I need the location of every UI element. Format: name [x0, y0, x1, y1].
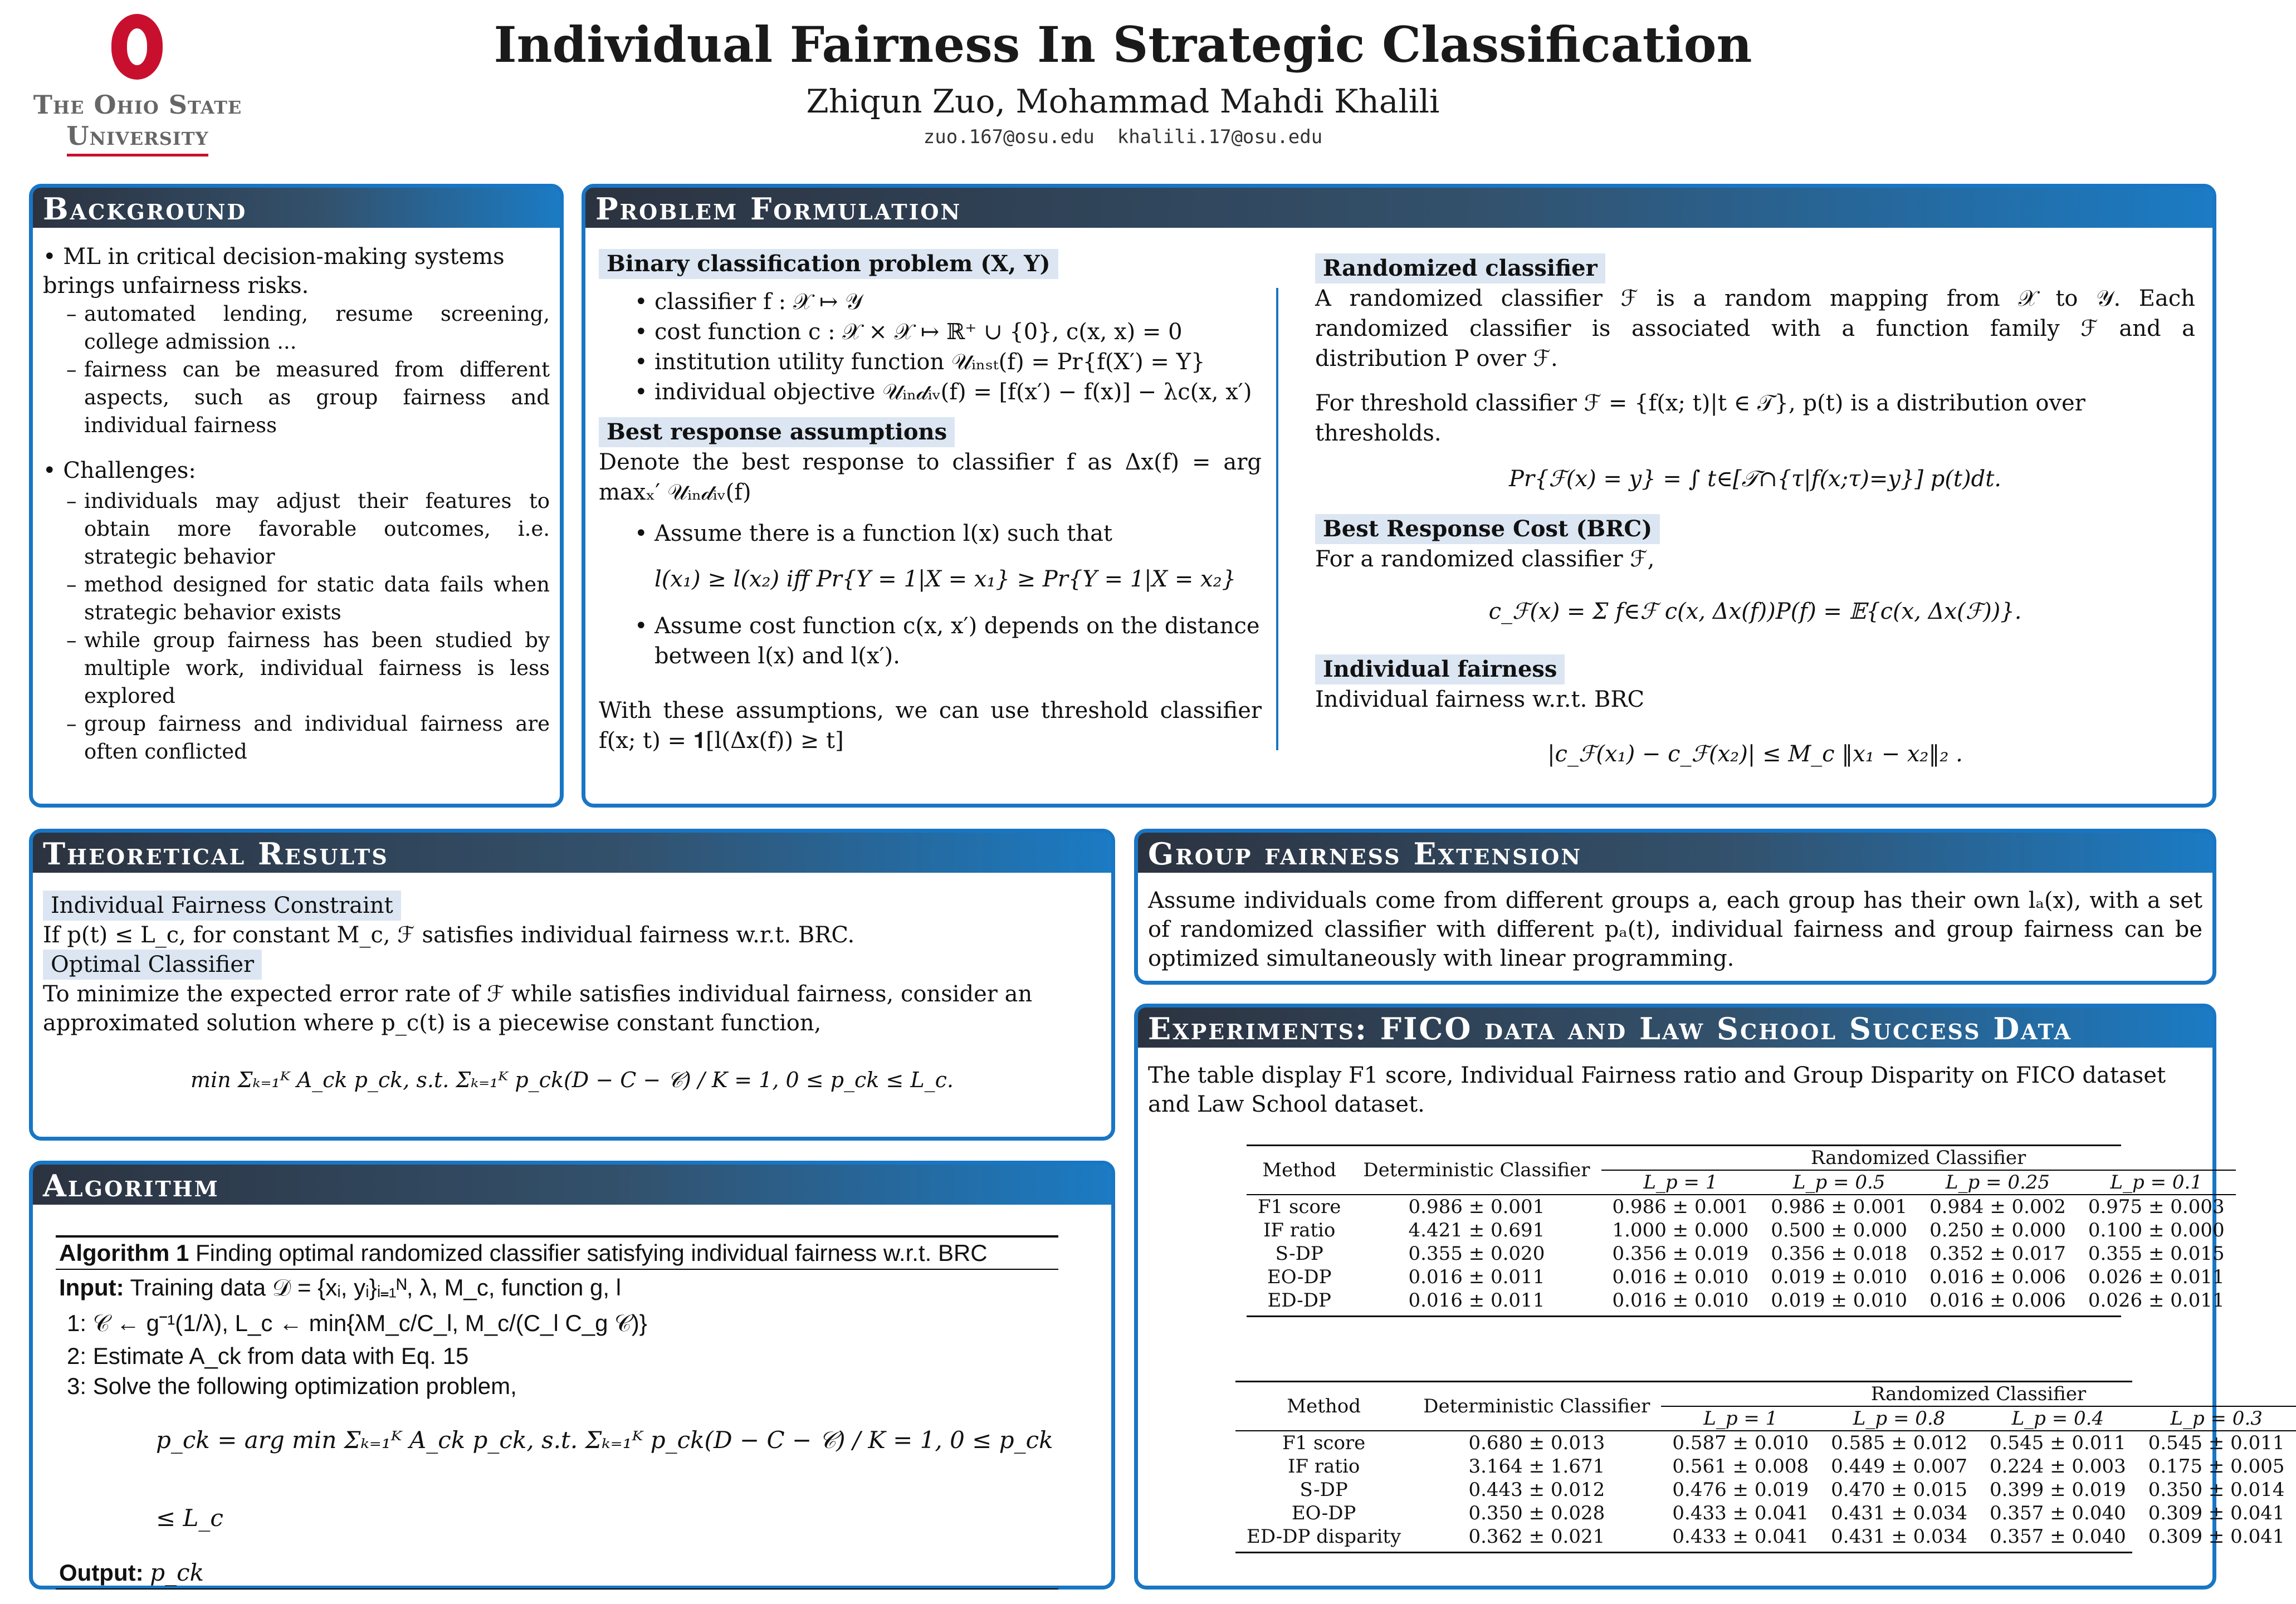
table-header-det: Deterministic Classifier [1423, 1395, 1650, 1417]
problem-heading: Problem Formulation [585, 188, 2212, 228]
theory-panel [29, 829, 1115, 1141]
list-item: – while group fairness has been studied by multiple work, individual fairness is less explored [43, 627, 550, 710]
best-response-list-2 [599, 611, 1262, 671]
optimal-title: Optimal Classifier [43, 950, 262, 980]
table-header-lp: L_p = 1 [1643, 1171, 1718, 1194]
background-bullet1: • ML in critical decision-making systems brings unfairness risks. [43, 244, 505, 299]
randomized-equation: Pr{ℱ(x) = y} = ∫ t∈[𝒯∩{τ|f(x;τ)=y}] p(t)dt. [1508, 466, 2002, 492]
table-cell: 0.019 ± 0.010 [1771, 1289, 1908, 1312]
table-cell: 0.350 ± 0.014 [2148, 1479, 2285, 1501]
table-cell: 1.000 ± 0.000 [1612, 1219, 1749, 1241]
algorithm-input: Input: Training data 𝒟 = {xᵢ, yᵢ}ᵢ₌₁ᴺ, λ, M_c, function g, l [59, 1274, 622, 1300]
table-cell: 0.561 ± 0.008 [1672, 1455, 1809, 1478]
algorithm-output: Output: p_ck [59, 1559, 204, 1586]
table-header-det: Deterministic Classifier [1363, 1159, 1590, 1181]
table-row [1235, 1478, 2296, 1502]
best-response-equation: l(x₁) ≥ l(x₂) iff Pr{Y = 1|X = x₁} ≥ Pr{Y = 1|X = x₂} [654, 566, 1237, 592]
table-header-row [1247, 1146, 2236, 1170]
table-header-lp: L_p = 0.5 [1792, 1171, 1885, 1194]
table-cell: IF ratio [1287, 1455, 1360, 1478]
threshold-family-text: For threshold classifier ℱ = {f(x; t)|t ∈ 𝒯}, p(t) is a distribution over thresholds. [1315, 390, 2085, 446]
law-table-bottom-rule [1235, 1552, 2132, 1553]
table-cell: 3.164 ± 1.671 [1468, 1455, 1605, 1478]
table-cell: 0.100 ± 0.000 [2088, 1219, 2225, 1241]
poster-emails: zuo.167@osu.edu khalili.17@osu.edu [923, 126, 1323, 148]
table-cell: EO-DP [1267, 1266, 1332, 1288]
table-cell: 0.443 ± 0.012 [1468, 1479, 1605, 1501]
table-cell: 0.431 ± 0.034 [1831, 1525, 1967, 1548]
optimal-text: To minimize the expected error rate of ℱ while satisfies individual fairness, consider an approximated solution where p_c(t) is a piecewise constant function, [43, 981, 1033, 1036]
experiments-text: The table display F1 score, Individual Fairness ratio and Group Disparity on FICO dataset and Law School dataset. [1148, 1063, 2166, 1117]
table-cell: 4.421 ± 0.691 [1408, 1219, 1545, 1241]
table-cell: 0.986 ± 0.001 [1771, 1196, 1908, 1218]
background-body [43, 242, 550, 798]
table-cell: F1 score [1258, 1196, 1341, 1218]
table-cell: 0.975 ± 0.003 [2088, 1196, 2225, 1218]
list-item: • classifier f : 𝒳 ↦ 𝒴 [599, 287, 1262, 317]
table-row [1235, 1455, 2296, 1478]
table-row [1247, 1219, 2236, 1242]
table-cell: 0.309 ± 0.041 [2148, 1525, 2285, 1548]
list-item: – method designed for static data fails when strategic behavior exists [43, 571, 550, 627]
best-response-list [599, 519, 1262, 549]
logo-line1: The Ohio State [33, 90, 242, 120]
table-cell: 0.019 ± 0.010 [1771, 1266, 1908, 1288]
theory-heading: Theoretical Results [33, 833, 1111, 873]
table-row [1235, 1502, 2296, 1525]
law-table-wrap [1235, 1381, 2285, 1553]
table-cell: 0.352 ± 0.017 [1929, 1243, 2066, 1265]
table-cell: 0.357 ± 0.040 [1989, 1502, 2126, 1524]
binary-title: Binary classification problem (X, Y) [599, 249, 1058, 279]
table-cell: 0.433 ± 0.041 [1672, 1525, 1809, 1548]
table-cell: 0.016 ± 0.011 [1408, 1266, 1545, 1288]
problem-panel [582, 184, 2216, 808]
randomized-title: Randomized classifier [1315, 253, 1605, 283]
algorithm-heading: Algorithm [33, 1165, 1111, 1205]
background-panel [29, 184, 564, 808]
binary-list [599, 287, 1262, 407]
individual-fairness-text: Individual fairness w.r.t. BRC [1315, 687, 1645, 712]
algorithm-step-2: 2: Estimate A_ck from data with Eq. 15 [67, 1343, 469, 1369]
table-cell: 0.476 ± 0.019 [1672, 1479, 1809, 1501]
individual-fairness-equation: |c_ℱ(x₁) − c_ℱ(x₂)| ≤ M_c ‖x₁ − x₂‖₂ . [1547, 741, 1963, 767]
table-cell: 0.470 ± 0.015 [1831, 1479, 1967, 1501]
column-divider [1276, 288, 1278, 750]
experiments-panel [1134, 1004, 2285, 1590]
table-cell: 0.356 ± 0.019 [1612, 1243, 1749, 1265]
experiments-heading: Experiments: FICO data and Law School Success Data [1138, 1008, 2212, 1048]
table-cell: 0.224 ± 0.003 [1989, 1455, 2126, 1478]
algorithm-caption: Algorithm 1 Finding optimal randomized classifier satisfying individual fairness w.r.t. BRC [59, 1240, 988, 1266]
table-row [1247, 1265, 2236, 1289]
brc-equation: c_ℱ(x) = Σ f∈ℱ c(x, Δx(f))P(f) = 𝔼{c(x, Δx(ℱ))}. [1488, 599, 2022, 624]
table-header-lp: L_p = 0.1 [2110, 1171, 2202, 1194]
table-cell: 0.449 ± 0.007 [1831, 1455, 1967, 1478]
brc-text: For a randomized classifier ℱ, [1315, 546, 1655, 572]
algorithm-step-3: 3: Solve the following optimization problem, [67, 1373, 517, 1399]
logo-line2: University [67, 120, 209, 157]
table-cell: 0.175 ± 0.005 [2148, 1455, 2285, 1478]
table-cell: 0.545 ± 0.011 [2148, 1432, 2285, 1454]
theory-body [43, 891, 1101, 1131]
table-header-lp: L_p = 1 [1703, 1407, 1778, 1430]
table-header-method: Method [1287, 1395, 1361, 1417]
table-header-lp: L_p = 0.4 [2011, 1407, 2104, 1430]
table-header-lp: L_p = 0.8 [1853, 1407, 1946, 1430]
law-table [1235, 1382, 2296, 1548]
background-bullet1-sublist [43, 300, 550, 439]
table-header-row [1235, 1382, 2296, 1406]
table-cell: 0.433 ± 0.041 [1672, 1502, 1809, 1524]
table-cell: ED-DP [1267, 1289, 1331, 1312]
background-heading: Background [33, 188, 560, 228]
table-header-rand: Randomized Classifier [1601, 1146, 2236, 1170]
table-cell: F1 score [1282, 1432, 1366, 1454]
table-cell: ED-DP disparity [1247, 1525, 1401, 1548]
table-cell: 0.355 ± 0.015 [2088, 1243, 2225, 1265]
table-cell: 0.250 ± 0.000 [1929, 1219, 2066, 1241]
table-cell: 0.500 ± 0.000 [1771, 1219, 1908, 1241]
background-bullet2: • Challenges: [43, 458, 196, 483]
list-item: • Assume cost function c(x, x′) depends on the distance between l(x) and l(x′). [599, 611, 1262, 671]
table-cell: 0.680 ± 0.013 [1468, 1432, 1605, 1454]
poster-title: Individual Fairness In Strategic Classification [494, 16, 1752, 74]
table-cell: S-DP [1300, 1479, 1348, 1501]
best-response-text: Denote the best response to classifier f as Δx(f) = arg maxₓ′ 𝒰ᵢₙ𝒹ᵢᵥ(f) [599, 449, 1262, 505]
list-item: – group fairness and individual fairness are often conflicted [43, 710, 550, 766]
randomized-text: A randomized classifier ℱ is a random mapping from 𝒳 to 𝒴. Each randomized classifier is associated with a function family ℱ and a distribution P over ℱ. [1315, 286, 2195, 371]
algorithm-equation: p_ck = arg min Σₖ₌₁ᴷ A_ck p_ck, s.t. Σₖ₌₁ᴷ p_ck(D − C − 𝒞) / K = 1, 0 ≤ p_ck ≤ L_c [156, 1426, 1053, 1532]
fico-table-wrap [1247, 1145, 2225, 1317]
table-cell: 0.545 ± 0.011 [1989, 1432, 2126, 1454]
table-header-rand: Randomized Classifier [1661, 1382, 2295, 1406]
list-item: • individual objective 𝒰ᵢₙ𝒹ᵢᵥ(f) = [f(x′) − f(x)] − λc(x, x′) [599, 377, 1262, 407]
list-item: – fairness can be measured from different aspects, such as group fairness and individual fairness [43, 356, 550, 439]
table-cell: 0.016 ± 0.006 [1929, 1289, 2066, 1312]
table-row [1235, 1525, 2296, 1548]
optimal-equation: min Σₖ₌₁ᴷ A_ck p_ck, s.t. Σₖ₌₁ᴷ p_ck(D − C − 𝒞) / K = 1, 0 ≤ p_ck ≤ L_c. [190, 1068, 954, 1092]
table-row [1247, 1289, 2236, 1312]
table-header-method: Method [1262, 1159, 1337, 1181]
best-response-title: Best response assumptions [599, 417, 955, 447]
algorithm-box [56, 1235, 1058, 1590]
table-cell: 0.357 ± 0.040 [1989, 1525, 2126, 1548]
table-header-lp: L_p = 0.3 [2170, 1407, 2263, 1430]
table-cell: EO-DP [1291, 1502, 1356, 1524]
list-item: – automated lending, resume screening, college admission ... [43, 300, 550, 356]
table-row [1235, 1431, 2296, 1455]
poster-authors: Zhiqun Zuo, Mohammad Mahdi Khalili [806, 82, 1440, 120]
table-cell: S-DP [1275, 1243, 1323, 1265]
table-cell: 0.431 ± 0.034 [1831, 1502, 1967, 1524]
group-text: Assume individuals come from different groups a, each group has their own lₐ(x), with a set of randomized classifier with different pₐ(t), individual fairness and group fairness can be optimized simultaneously with linear programming. [1148, 888, 2202, 971]
table-row [1247, 1242, 2236, 1265]
table-cell: 0.585 ± 0.012 [1831, 1432, 1967, 1454]
list-item: • cost function c : 𝒳 × 𝒳 ↦ ℝ⁺ ∪ {0}, c(x, x) = 0 [599, 317, 1262, 347]
table-cell: 0.350 ± 0.028 [1468, 1502, 1605, 1524]
table-cell: 0.016 ± 0.011 [1408, 1289, 1545, 1312]
table-cell: 0.362 ± 0.021 [1468, 1525, 1605, 1548]
background-bullet2-sublist [43, 487, 550, 766]
table-cell: 0.026 ± 0.011 [2088, 1289, 2225, 1312]
table-cell: 0.399 ± 0.019 [1989, 1479, 2126, 1501]
table-cell: 0.016 ± 0.006 [1929, 1266, 2066, 1288]
fico-table [1247, 1146, 2236, 1312]
list-item: • institution utility function 𝒰ᵢₙₛₜ(f) = Pr{f(X′) = Y} [599, 347, 1262, 377]
list-item: – individuals may adjust their features to obtain more favorable outcomes, i.e. strategic behavior [43, 487, 550, 571]
table-cell: 0.026 ± 0.011 [2088, 1266, 2225, 1288]
individual-fairness-title: Individual fairness [1315, 654, 1565, 684]
problem-left-column [599, 249, 1262, 756]
table-cell: 0.355 ± 0.020 [1408, 1243, 1545, 1265]
threshold-classifier-text: With these assumptions, we can use threshold classifier f(x; t) = 𝟏[l(Δx(f)) ≥ t] [599, 698, 1262, 754]
group-panel [1134, 829, 2216, 985]
fico-table-bottom-rule [1247, 1316, 2121, 1317]
table-cell: 0.587 ± 0.010 [1672, 1432, 1809, 1454]
group-heading: Group fairness Extension [1138, 833, 2212, 873]
table-row [1247, 1195, 2236, 1219]
table-cell: 0.986 ± 0.001 [1612, 1196, 1749, 1218]
ifc-text: If p(t) ≤ L_c, for constant M_c, ℱ satisfies individual fairness w.r.t. BRC. [43, 922, 855, 948]
table-cell: 0.016 ± 0.010 [1612, 1266, 1749, 1288]
algorithm-step-1: 1: 𝒞 ← g⁻¹(1/λ), L_c ← min{λM_c/C_l, M_c/(C_l C_g 𝒞)} [67, 1310, 647, 1336]
problem-right-column [1315, 253, 2195, 769]
table-cell: 0.016 ± 0.010 [1612, 1289, 1749, 1312]
table-cell: 0.356 ± 0.018 [1771, 1243, 1908, 1265]
table-header-lp: L_p = 0.25 [1945, 1171, 2050, 1194]
ifc-title: Individual Fairness Constraint [43, 891, 401, 921]
list-item: • Assume there is a function l(x) such that [599, 519, 1262, 549]
brc-title: Best Response Cost (BRC) [1315, 514, 1660, 544]
table-cell: 0.986 ± 0.001 [1408, 1196, 1545, 1218]
table-cell: 0.984 ± 0.002 [1929, 1196, 2066, 1218]
table-cell: IF ratio [1263, 1219, 1336, 1241]
table-cell: 0.309 ± 0.041 [2148, 1502, 2285, 1524]
algorithm-bottom-rule [56, 1588, 1058, 1590]
